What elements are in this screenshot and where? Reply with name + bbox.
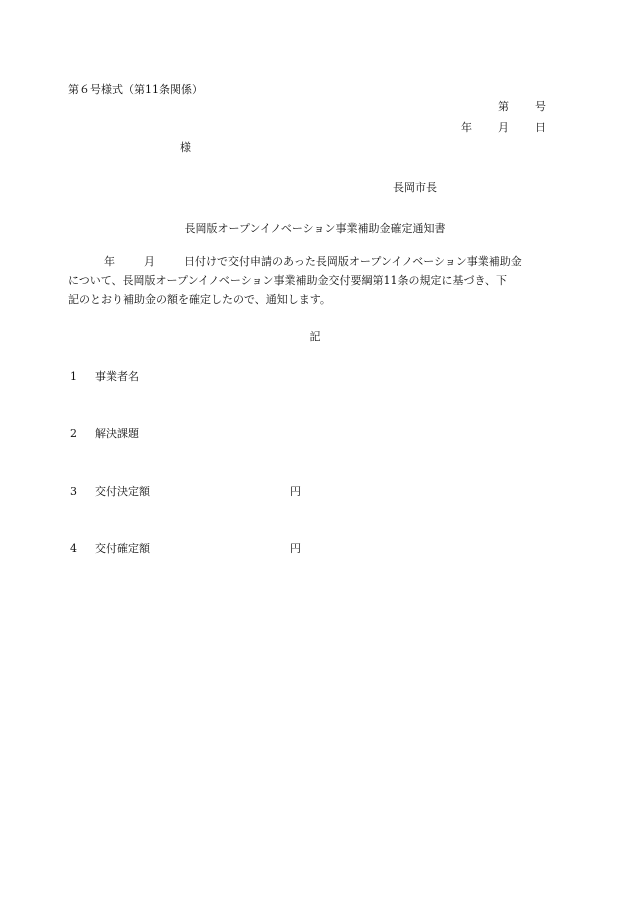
item-label: 事業者名 [95,370,139,383]
date-month: 月 [498,121,509,134]
document-number [498,101,546,112]
item-issue [70,428,139,439]
item-label: 解決課題 [95,427,139,440]
document-date [461,122,546,133]
item-business-name [70,371,139,382]
item-confirmed-amount [70,542,301,555]
notice-body [68,252,562,309]
item-unit: 円 [290,542,301,555]
date-year: 年 [461,121,472,134]
body-month: 月 [144,255,155,268]
item-unit: 円 [290,485,301,498]
document-number-suffix: 号 [535,100,546,113]
body-line-2: について、長岡版オープンイノベーション事業補助金交付要綱第11条の規定に基づき、下 [68,274,508,287]
document-title: 長岡版オープンイノベーション事業補助金確定通知書 [184,222,446,235]
form-number: 第６号様式（第11条関係） [68,83,203,96]
item-number: 3 [70,485,77,498]
body-line-1 [68,252,562,271]
recipient-suffix: 様 [180,141,191,154]
document-number-prefix: 第 [498,100,509,113]
body-year: 年 [104,255,115,268]
item-label: 交付確定額 [95,542,150,555]
date-day: 日 [535,121,546,134]
item-decided-amount [70,485,301,498]
item-number: 4 [70,542,77,555]
sender-name: 長岡市長 [393,181,437,194]
item-number: 2 [70,427,77,440]
body-line-3: 記のとおり補助金の額を確定したので、通知します。 [68,293,331,306]
body-line-1-text: 日付けで交付申請のあった長岡版オープンイノベーション事業補助金 [184,255,522,268]
item-number: 1 [70,370,77,383]
item-label: 交付決定額 [95,485,150,498]
ki-heading: 記 [309,330,321,343]
